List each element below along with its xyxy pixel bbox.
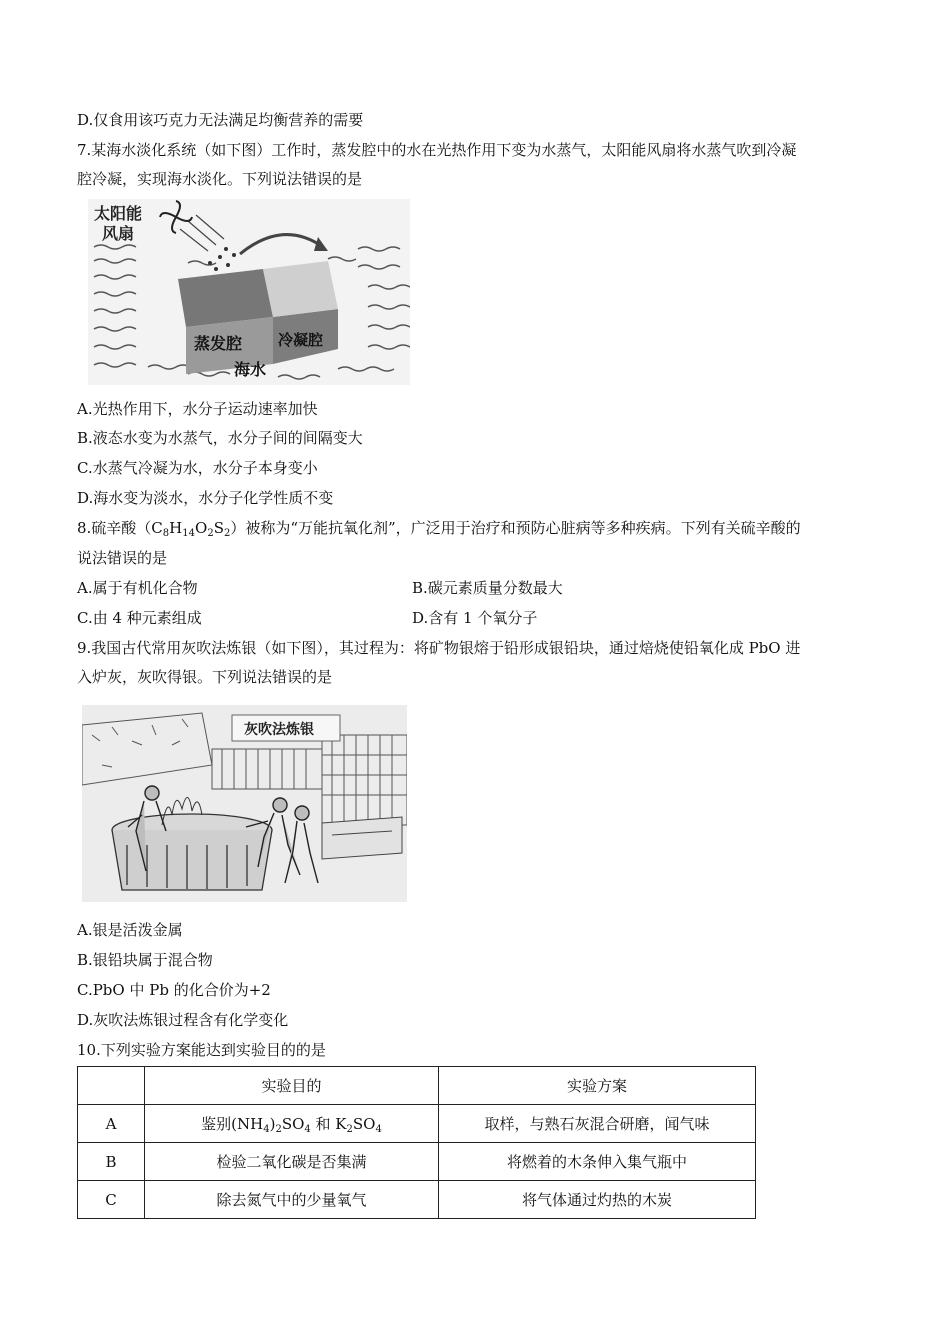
q9-option-c: C.PbO 中 Pb 的化合价为+2 — [77, 981, 271, 999]
formula-sub: 2 — [223, 528, 231, 539]
table-row — [78, 1181, 756, 1219]
header-cell: 实验目的 — [145, 1067, 439, 1105]
formula-sub: 4 — [263, 1123, 270, 1135]
arrow-head — [314, 237, 328, 251]
row-purpose — [145, 1105, 439, 1143]
q8-stem-pre: 8.硫辛酸（C — [77, 519, 163, 537]
q7-option-a: A.光热作用下，水分子运动速率加快 — [77, 400, 318, 418]
formula-o: O — [195, 519, 208, 537]
header-cell: 实验方案 — [439, 1067, 756, 1105]
condensation-chamber-top — [263, 261, 338, 317]
cond-label: 冷凝腔 — [278, 331, 324, 349]
q8-stem-post: ）被称为“万能抗氧化剂”，广泛用于治疗和预防心脏病等多种疾病。下列有关硫辛酸的 — [230, 519, 801, 537]
evaporation-chamber-top — [178, 269, 273, 327]
sea-label: 海水 — [234, 360, 267, 379]
q9-option-d: D.灰吹法炼银过程含有化学变化 — [77, 1011, 289, 1029]
formula-sub: 2 — [346, 1123, 353, 1135]
formula-sub: 4 — [304, 1123, 311, 1135]
purpose-text: SO — [352, 1114, 376, 1133]
fan-icon — [160, 201, 192, 233]
q7-stem-line2: 腔冷凝，实现海水淡化。下列说法错误的是 — [77, 170, 363, 188]
q6-option-d: D.仅食用该巧克力无法满足均衡营养的需要 — [77, 111, 364, 129]
fan-label-1: 太阳能 — [94, 204, 143, 223]
formula-h: H — [169, 519, 183, 537]
purpose-text: 鉴别(NH — [201, 1114, 264, 1133]
desalination-figure — [88, 199, 410, 385]
row-label: A — [78, 1105, 145, 1143]
row-plan: 取样，与熟石灰混合研磨，闻气味 — [439, 1105, 756, 1143]
formula-sub: 14 — [182, 528, 195, 539]
row-label: C — [78, 1181, 145, 1219]
q8-option-b: B.碳元素质量分数最大 — [412, 579, 563, 597]
q8-stem-line1 — [77, 518, 801, 544]
experiment-table — [77, 1066, 756, 1219]
formula-s: S — [213, 519, 224, 537]
formula-sub: 2 — [207, 528, 214, 539]
row-purpose: 除去氮气中的少量氧气 — [145, 1181, 439, 1219]
q7-option-d: D.海水变为淡水，水分子化学性质不变 — [77, 489, 334, 507]
figure-title: 灰吹法炼银 — [244, 722, 314, 738]
trough — [322, 817, 402, 859]
purpose-text: 和 K — [310, 1114, 347, 1133]
q8-option-a: A.属于有机化合物 — [77, 579, 198, 597]
q8-option-c: C.由 4 种元素组成 — [77, 609, 202, 627]
q9-option-b: B.银铅块属于混合物 — [77, 951, 213, 969]
vapor-dots — [208, 247, 236, 271]
q9-stem-line2: 入炉灰，灰吹得银。下列说法错误的是 — [77, 668, 333, 686]
q9-option-a: A.银是活泼金属 — [77, 921, 183, 939]
fan-label-2: 风扇 — [102, 224, 135, 243]
formula-sub: 4 — [375, 1123, 382, 1135]
header-cell — [78, 1067, 145, 1105]
evap-label: 蒸发腔 — [194, 334, 243, 353]
vapor-arrow — [240, 235, 323, 254]
table-header-row — [78, 1067, 756, 1105]
q7-stem-line1: 7.某海水淡化系统（如下图）工作时，蒸发腔中的水在光热作用下变为水蒸气，太阳能风扇将水蒸气吹到冷凝 — [77, 141, 797, 159]
row-plan: 将燃着的木条伸入集气瓶中 — [439, 1143, 756, 1181]
table-row — [78, 1105, 756, 1143]
formula-sub: 2 — [275, 1123, 282, 1135]
silver-smelting-figure — [82, 705, 407, 902]
purpose-text: SO — [281, 1114, 305, 1133]
row-label: B — [78, 1143, 145, 1181]
q7-option-b: B.液态水变为水蒸气，水分子间的间隔变大 — [77, 429, 363, 447]
purpose-text: ) — [269, 1114, 276, 1133]
row-plan: 将气体通过灼热的木炭 — [439, 1181, 756, 1219]
q8-option-d: D.含有 1 个氧分子 — [412, 609, 538, 627]
formula-sub: 8 — [162, 528, 170, 539]
furnace — [112, 814, 272, 890]
q9-stem-line1: 9.我国古代常用灰吹法炼银（如下图），其过程为：将矿物银熔于铅形成银铅块，通过焙烧使铅氧化成 PbO 进 — [77, 639, 801, 657]
table-row — [78, 1143, 756, 1181]
q10-stem: 10.下列实验方案能达到实验目的的是 — [77, 1041, 326, 1059]
row-purpose: 检验二氧化碳是否集满 — [145, 1143, 439, 1181]
q7-option-c: C.水蒸气冷凝为水，水分子本身变小 — [77, 459, 318, 477]
q8-stem-line2: 说法错误的是 — [77, 549, 168, 567]
